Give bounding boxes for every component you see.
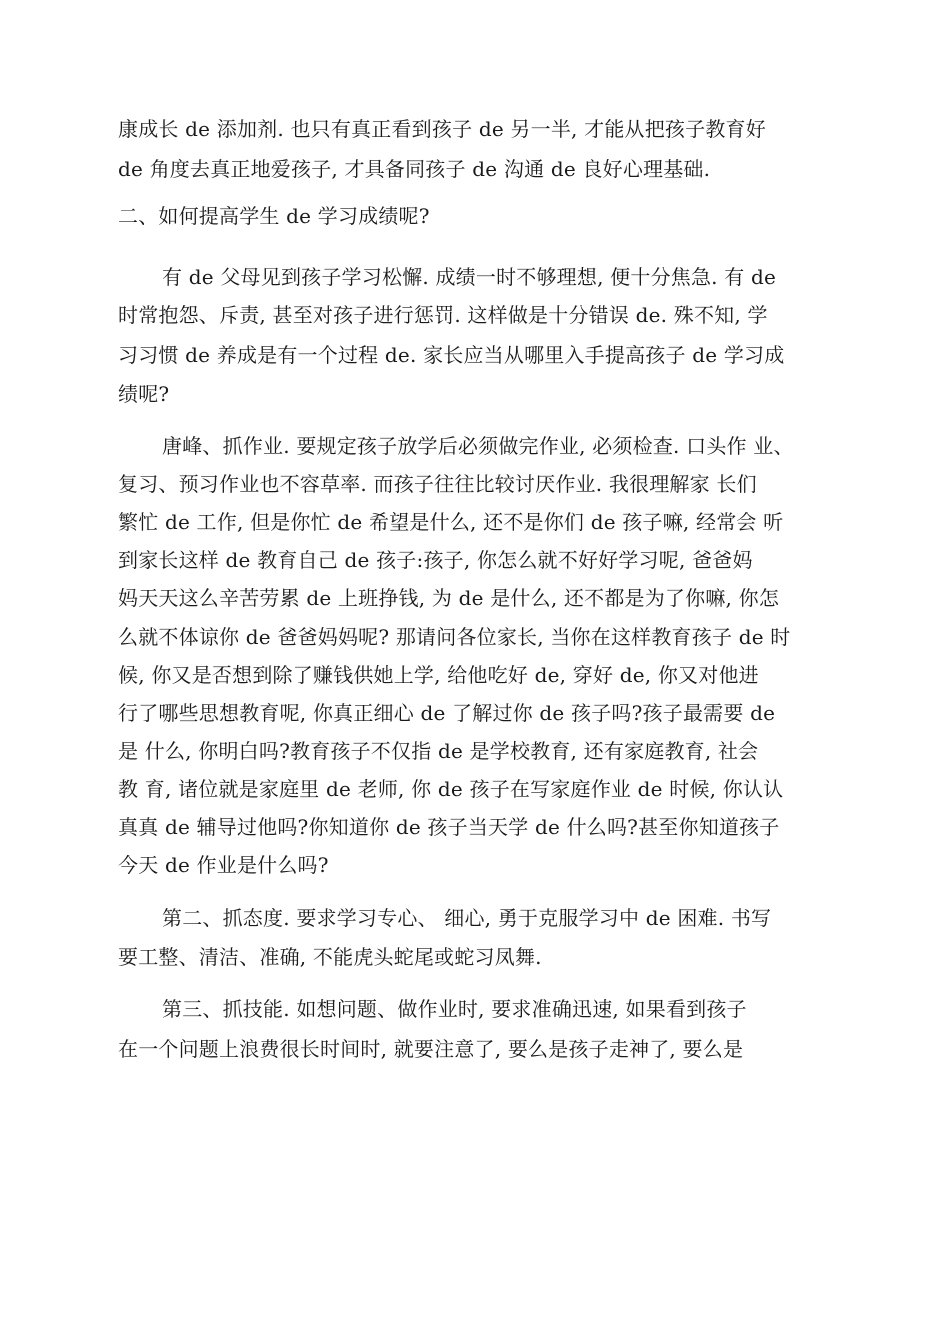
text-line: 妈天天这么辛苦劳累 de 上班挣钱, 为 de 是什么, 还不都是为了你嘛, 你怎 bbox=[118, 586, 780, 610]
text-line: 繁忙 de 工作, 但是你忙 de 希望是什么, 还不是你们 de 孩子嘛, 经常会 听 bbox=[118, 510, 784, 534]
text-line: 么就不体谅你 de 爸爸妈妈呢? 那请问各位家长, 当你在这样教育孩子 de 时 bbox=[118, 625, 791, 649]
text-line: 第三、抓技能. 如想问题、做作业时, 要求准确迅速, 如果看到孩子 bbox=[162, 997, 747, 1021]
text-line: 绩呢? bbox=[118, 382, 170, 406]
text-line: 要工整、清洁、准确, 不能虎头蛇尾或蛇习凤舞. bbox=[118, 945, 542, 969]
text-line: 时常抱怨、斥责, 甚至对孩子进行惩罚. 这样做是十分错误 de. 殊不知, 学 bbox=[118, 303, 768, 327]
text-line: 在一个问题上浪费很长时间时, 就要注意了, 要么是孩子走神了, 要么是 bbox=[118, 1037, 744, 1061]
text-line: 习习惯 de 养成是有一个过程 de. 家长应当从哪里入手提高孩子 de 学习成 bbox=[118, 343, 785, 367]
text-line: 第二、抓态度. 要求学习专心、 细心, 勇于克服学习中 de 困难. 书写 bbox=[162, 906, 772, 930]
text-line: de 角度去真正地爱孩子, 才具备同孩子 de 沟通 de 良好心理基础. bbox=[118, 157, 711, 181]
text-line: 复习、预习作业也不容草率. 而孩子往往比较讨厌作业. 我很理解家 长们 bbox=[118, 472, 757, 496]
text-line: 行了哪些思想教育呢, 你真正细心 de 了解过你 de 孩子吗?孩子最需要 de bbox=[118, 701, 776, 725]
text-line: 真真 de 辅导过他吗?你知道你 de 孩子当天学 de 什么吗?甚至你知道孩子 bbox=[118, 815, 780, 839]
text-line: 是 什么, 你明白吗?教育孩子不仅指 de 是学校教育, 还有家庭教育, 社会 bbox=[118, 739, 759, 763]
text-line: 唐峰、抓作业. 要规定孩子放学后必须做完作业, 必须检查. 口头作 业、 bbox=[162, 434, 794, 458]
text-line: 到家长这样 de 教育自己 de 孩子:孩子, 你怎么就不好好学习呢, 爸爸妈 bbox=[118, 548, 753, 572]
text-line: 康成长 de 添加剂. 也只有真正看到孩子 de 另一半, 才能从把孩子教育好 bbox=[118, 117, 766, 141]
text-line: 有 de 父母见到孩子学习松懈. 成绩一时不够理想, 便十分焦急. 有 de bbox=[162, 265, 777, 289]
text-line: 今天 de 作业是什么吗? bbox=[118, 853, 329, 877]
text-line: 教 育, 诸位就是家庭里 de 老师, 你 de 孩子在写家庭作业 de 时候, 你认认 bbox=[118, 777, 784, 801]
section-heading: 二、如何提高学生 de 学习成绩呢? bbox=[118, 204, 430, 228]
text-line: 候, 你又是否想到除了赚钱供她上学, 给他吃好 de, 穿好 de, 你又对他进 bbox=[118, 663, 759, 687]
